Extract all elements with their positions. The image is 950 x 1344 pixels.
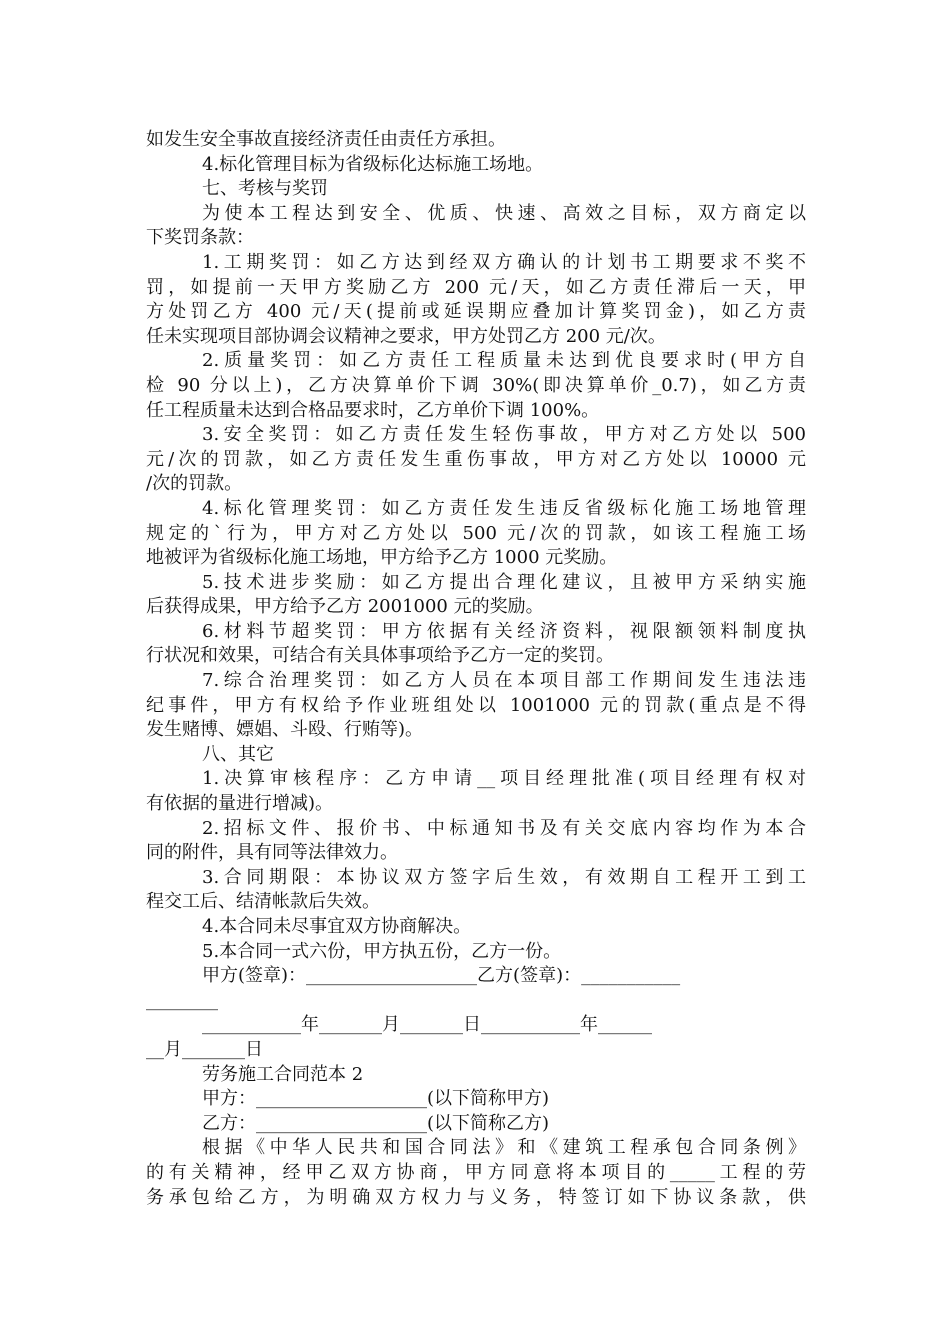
text-line: 方处罚乙方 400 元/天(提前或延误期应叠加计算奖罚金)，如乙方责 [146, 301, 806, 323]
section-heading: 七、考核与奖罚 [202, 178, 328, 200]
text-line: 程交工后、结清帐款后失效。 [146, 891, 380, 913]
date-line: ___________年_______月_______日___________年______ [202, 1014, 652, 1036]
text-line: 3.安全奖罚：如乙方责任发生轻伤事故，甲方对乙方处以 500 [202, 424, 806, 446]
text-line: 为使本工程达到安全、优质、快速、高效之目标，双方商定以 [202, 202, 806, 224]
text-line: 任工程质量未达到合格品要求时，乙方单价下调 100%。 [146, 399, 600, 421]
text-line: 检 90 分以上)，乙方决算单价下调 30%(即决算单价_0.7)，如乙方责 [146, 374, 806, 396]
text-line: 的有关精神，经甲乙双方协商，甲方同意将本项目的_____工程的劳 [146, 1161, 806, 1183]
signature-line: 甲方(签章)：___________________乙方(签章)：___________ [202, 965, 681, 987]
text-line: 务承包给乙方，为明确双方权力与义务，特签订如下协议条款，供 [146, 1186, 806, 1208]
text-line: 6.材料节超奖罚：甲方依据有关经济资料，视限额领料制度执 [202, 620, 806, 642]
text-line: 2.招标文件、报价书、中标通知书及有关交底内容均作为本合 [202, 817, 806, 839]
text-line: 同的附件，具有同等法律效力。 [146, 842, 398, 864]
section-heading: 八、其它 [202, 743, 274, 765]
text-line: 地被评为省级标化施工场地，甲方给予乙方 1000 元奖励。 [146, 547, 618, 569]
text-line: 7.综合治理奖罚：如乙方人员在本项目部工作期间发生违法违 [202, 670, 806, 692]
party-a-line: 甲方：___________________(以下简称甲方) [202, 1088, 550, 1110]
text-line: 发生赌博、嫖娼、斗殴、行贿等)。 [146, 719, 424, 741]
text-line: 1.工期奖罚：如乙方达到经双方确认的计划书工期要求不奖不 [202, 251, 806, 273]
text-line: 纪事件，甲方有权给予作业班组处以 1001000 元的罚款(重点是不得 [146, 694, 806, 716]
text-line: 4.标化管理奖罚：如乙方责任发生违反省级标化施工场地管理 [202, 497, 806, 519]
text-line: 下奖罚条款： [146, 227, 254, 249]
signature-line: ________ [146, 989, 218, 1011]
text-line: 根据《中华人民共和国合同法》和《建筑工程承包合同条例》 [202, 1137, 806, 1159]
text-line: 如发生安全事故直接经济责任由责任方承担。 [146, 129, 506, 150]
text-line: 2.质量奖罚：如乙方责任工程质量未达到优良要求时(甲方自 [202, 350, 806, 372]
text-line: 行状况和效果，可结合有关具体事项给予乙方一定的奖罚。 [146, 645, 614, 667]
text-line: 罚，如提前一天甲方奖励乙方 200 元/天，如乙方责任滞后一天，甲 [146, 276, 806, 298]
text-line: 元/次的罚款，如乙方责任发生重伤事故，甲方对乙方处以 10000 元 [146, 448, 806, 470]
date-line: __月_______日 [146, 1038, 263, 1060]
text-line: 1.决算审核程序：乙方申请__项目经理批准(项目经理有权对 [202, 768, 806, 790]
document-page [146, 128, 806, 1210]
text-line: 3.合同期限：本协议双方签字后生效，有效期自工程开工到工 [202, 866, 806, 888]
text-line: 有依据的量进行增减)。 [146, 793, 334, 815]
text-line: 4.本合同未尽事宜双方协商解决。 [202, 916, 472, 937]
text-line: 4.标化管理目标为省级标化达标施工场地。 [202, 153, 544, 175]
text-line: 规定的`行为，甲方对乙方处以 500 元/次的罚款，如该工程施工场 [146, 522, 806, 544]
contract-title: 劳务施工合同范本 2 [202, 1063, 364, 1085]
text-line: 5.本合同一式六份，甲方执五份，乙方一份。 [202, 940, 562, 962]
text-line: /次的罚款。 [146, 473, 243, 495]
party-b-line: 乙方：___________________(以下简称乙方) [202, 1112, 550, 1134]
text-line: 后获得成果，甲方给予乙方 2001000 元的奖励。 [146, 596, 544, 618]
text-line: 任未实现项目部协调会议精神之要求，甲方处罚乙方 200 元/次。 [146, 325, 666, 347]
text-line: 5.技术进步奖励：如乙方提出合理化建议，且被甲方采纳实施 [202, 571, 806, 593]
